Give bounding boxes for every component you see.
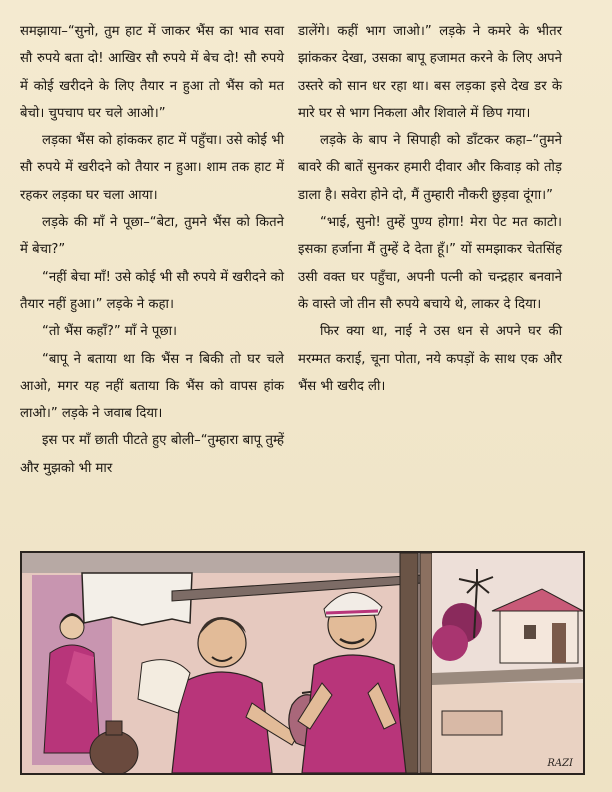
table: [442, 711, 502, 735]
paragraph: इस पर माँ छाती पीटते हुए बोली–“तुम्हारा बापू तुम्हें और मुझको भी मार: [20, 433, 284, 476]
clay-pot: [90, 731, 138, 773]
left-text-column: [20, 18, 284, 482]
hut-window: [524, 625, 536, 639]
illustration-artwork: [22, 553, 583, 773]
paragraph: “भाई, सुनो! तुम्हें पुण्य होगा! मेरा पेट मत काटो। इसका हर्जाना मैं तुम्हें दे देता हूँ।” यों समझाकर चेतसिंह उसी वक्त घर पहुँचा, अपनी पत्नी को चन्द्रहार बनवाने के वास्ते जो तीन सौ रुपये बचाये थे, लाकर दे दिया।: [298, 215, 562, 312]
paragraph: समझाया–“सुनो, तुम हाट में जाकर भैंस का भाव सवा सौ रुपये बता दो! आखिर सौ रुपये में बेच दो! सौ रुपये में कोई खरीदने के लिए तैयार न हुआ तो भैंस को मत बेचो। चुपचाप घर चले आओ।”: [20, 24, 284, 121]
paragraph: लड़के की माँ ने पूछा–“बेटा, तुमने भैंस को कितने में बेचा?”: [20, 215, 284, 258]
paragraph: फिर क्या था, नाई ने उस धन से अपने घर की मरम्मत कराई, चूना पोता, नये कपड़ों के साथ एक और भैंस भी खरीद ली।: [298, 324, 562, 394]
artist-signature: RAZI: [547, 758, 573, 769]
turban-band: [326, 611, 378, 613]
paragraph: “नहीं बेचा माँ! उसे कोई भी सौ रुपये में खरीदने को तैयार नहीं हुआ।” लड़के ने कहा।: [20, 269, 284, 312]
paragraph: लड़का भैंस को हांककर हाट में पहुँचा। उसे कोई भी सौ रुपये में खरीदने को तैयार न हुआ। शाम तक हाट में रहकर लड़का घर चला आया।: [20, 133, 284, 203]
paragraph: डालेंगे। कहीं भाग जाओ।” लड़के ने कमरे के भीतर झांककर देखा, उसका बापू हजामत करने के लिए अपने उस्तरे को सान धर रहा था। बस लड़का इसे देख डर के मारे घर से भाग निकला और शिवाले में छिप गया।: [298, 24, 562, 121]
clay-pot-neck: [106, 721, 122, 735]
story-illustration: [20, 551, 585, 775]
right-text-column: [298, 18, 562, 400]
hut-wall: [500, 611, 578, 663]
paragraph: लड़के के बाप ने सिपाही को डाँटकर कहा–“तुमने बावरे की बातें सुनकर हमारी दीवार और किवाड़ को तोड़ डाला है। सवेरा होने दो, मैं तुम्हारी नौकरी छुड़वा दूंगा।”: [298, 133, 562, 203]
wooden-post: [420, 553, 432, 773]
paragraph: “बापू ने बताया था कि भैंस न बिकी तो घर चले आओ, मगर यह नहीं बताया कि भैंस को वापस हांक लाओ।” लड़के ने जवाब दिया।: [20, 351, 284, 422]
tree: [432, 625, 468, 661]
hut-door: [552, 623, 566, 663]
paragraph: “तो भैंस कहाँ?” माँ ने पूछा।: [42, 324, 178, 340]
ceiling-beam: [22, 553, 432, 573]
